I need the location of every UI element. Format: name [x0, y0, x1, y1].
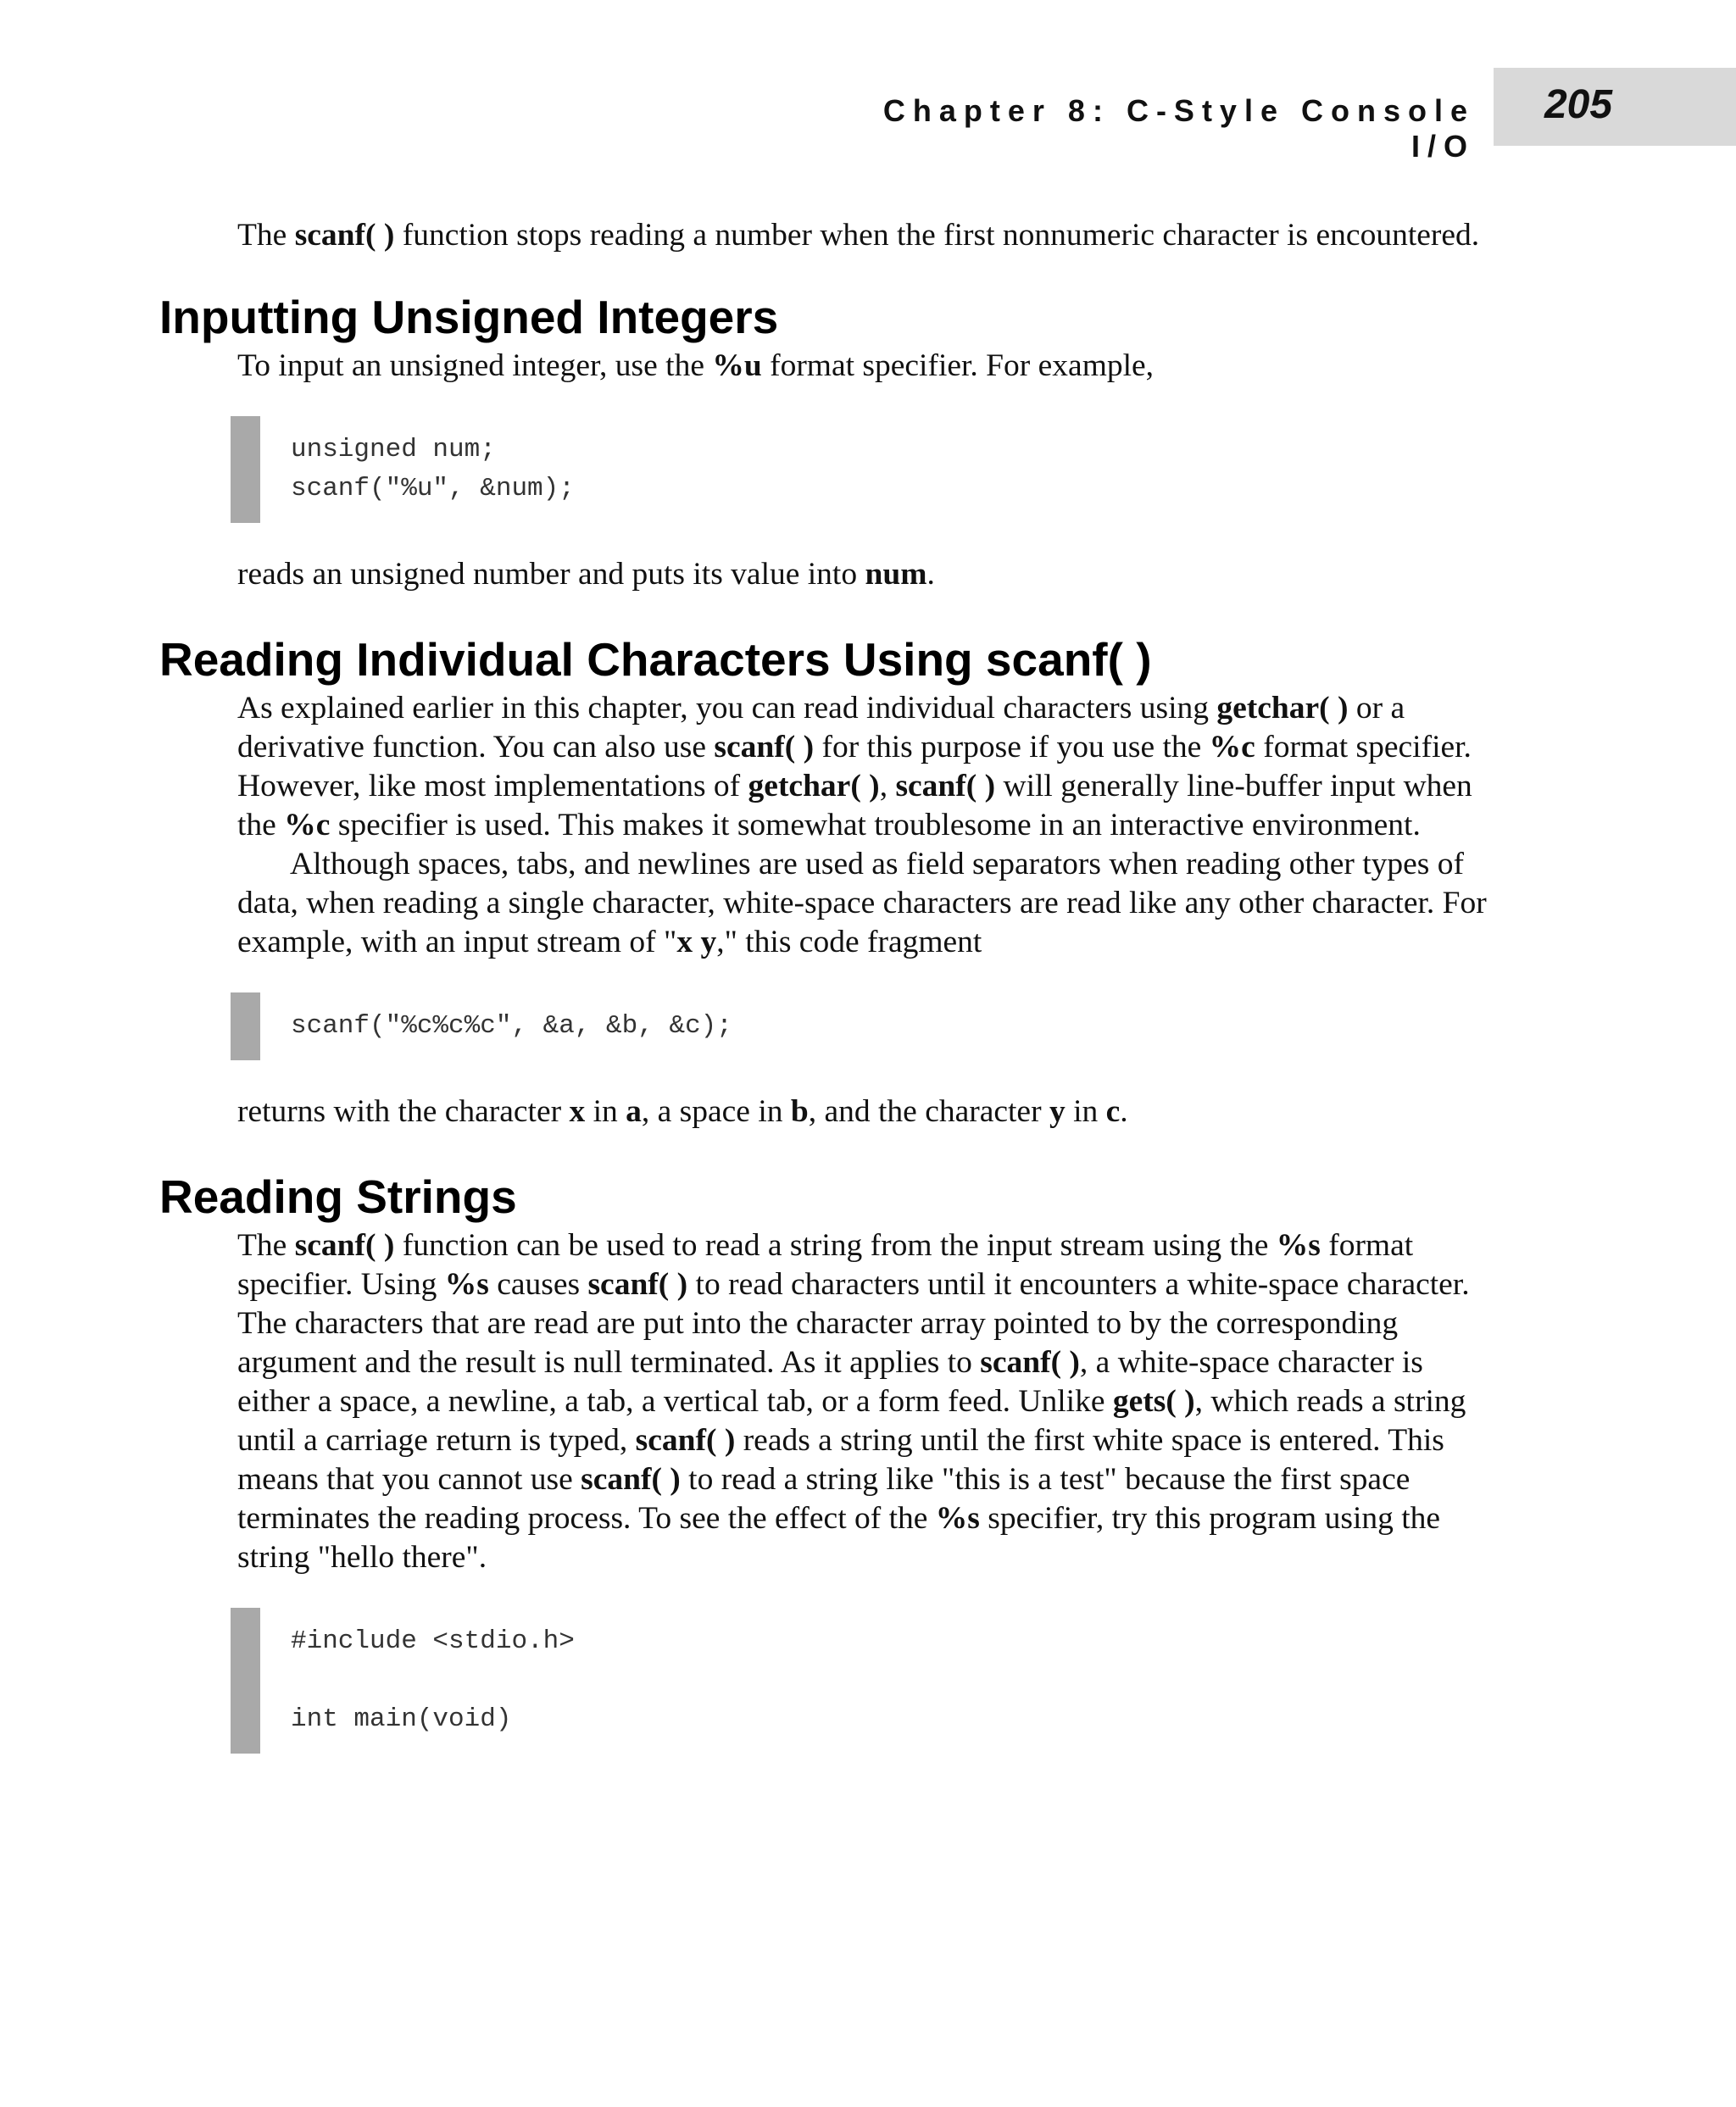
paragraph: To input an unsigned integer, use the %u format specifier. For example,: [237, 348, 1155, 383]
paragraph: As explained earlier in this chapter, you can read individual characters using getchar( ) or a derivative function. You can also use scanf( ) for this purpose if you use the %c format specifier. However, like most implementations of getchar( ), scanf( ) will generally line-buffer input when the %c specifier is used. This makes it somewhat troublesome in an interactive environment.: [237, 691, 1472, 842]
heading-reading-characters: Reading Individual Characters Using scanf( ): [159, 633, 1152, 686]
paragraph: Although spaces, tabs, and newlines are used as field separators when reading other types of data, when reading a single character, white-space characters are read like any other character. For example, with an input stream of "x y," this code fragment: [237, 847, 1487, 959]
paragraph: reads an unsigned number and puts its value into num.: [237, 557, 935, 592]
code-block-strings: [231, 1608, 1736, 1754]
running-header: Chapter 8: C-Style Console I/O: [882, 93, 1475, 164]
intro-paragraph: The scanf( ) function stops reading a number when the first nonnumeric character is encountered.: [237, 218, 1480, 253]
code-line: [291, 1661, 1736, 1700]
code-line: scanf("%u", &num);: [291, 474, 575, 503]
heading-reading-strings: Reading Strings: [159, 1170, 517, 1223]
page-number: 205: [1544, 82, 1613, 127]
code-block-chars: [231, 992, 1736, 1060]
code-line: #include <stdio.h>: [291, 1626, 575, 1656]
paragraph: The scanf( ) function can be used to read a string from the input stream using the %s format specifier. Using %s causes scanf( ) to read characters until it encounters a white-space character. The characters that are read are put into the character array pointed to by the corresponding argument and the result is null terminated. As it applies to scanf( ), a white-space character is either a space, a newline, a tab, a vertical tab, or a form feed. Unlike gets( ), which reads a string until a carriage return is typed, scanf( ) reads a string until the first white space is entered. This means that you cannot use scanf( ) to read a string like "this is a test" because the first space terminates the reading process. To see the effect of the %s specifier, try this program using the string "hello there".: [237, 1228, 1470, 1575]
page-body: [0, 216, 1736, 1754]
code-line: unsigned num;: [291, 435, 496, 464]
code-line: int main(void): [291, 1704, 512, 1734]
paragraph: returns with the character x in a, a space in b, and the character y in c.: [237, 1094, 1128, 1129]
heading-unsigned-integers: Inputting Unsigned Integers: [159, 291, 779, 343]
code-block-unsigned: [231, 416, 1736, 523]
code-line: scanf("%c%c%c", &a, &b, &c);: [291, 1011, 732, 1041]
